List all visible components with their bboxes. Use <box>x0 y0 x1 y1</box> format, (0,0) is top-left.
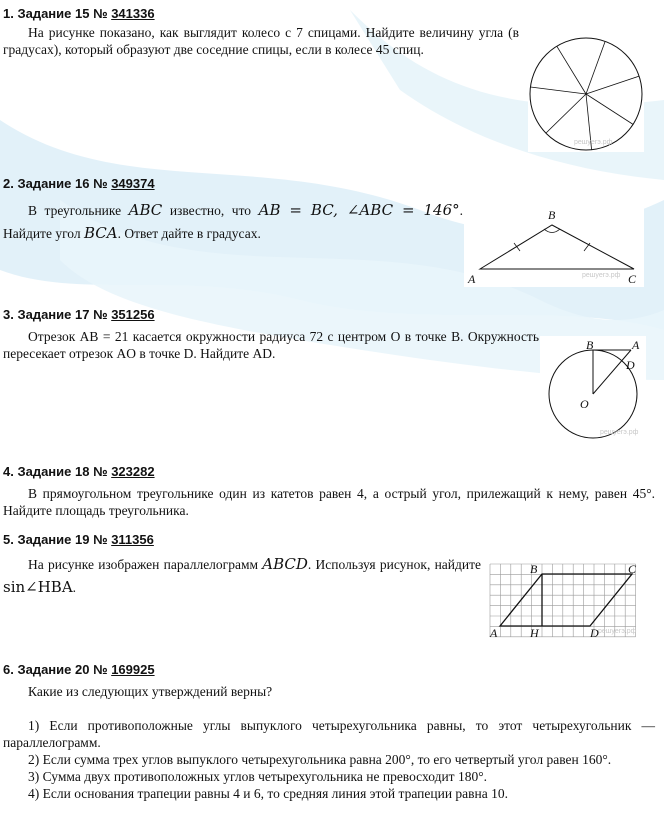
task-1-text: На рисунке показано, как выглядит колесо с 7 спицами. Найдите величину угла (в градусах), который образуют две соседние спицы, если в колесе 45 спиц. <box>3 25 519 57</box>
task-6-option-3: 3) Сумма двух противоположных углов четырехугольника не превосходит 180°. <box>28 769 487 784</box>
task-6-number-link[interactable]: 169925 <box>111 662 155 677</box>
task-3-label-a: A <box>632 338 640 352</box>
task-3-label-o: O <box>580 397 589 411</box>
task-2-text: В треугольнике ABC известно, что AB = BC, ∠ABC = 146°. Найдите угол BCA. Ответ дайте в градусах. <box>3 201 463 242</box>
task-4 <box>3 464 658 479</box>
task-2-triangle-figure <box>464 205 644 287</box>
task-1-heading: 1. Задание 15 № <box>3 6 108 21</box>
task-4-heading: 4. Задание 18 № <box>3 464 108 479</box>
task-3-number-link[interactable]: 351256 <box>111 307 155 322</box>
task-2-number-link[interactable]: 349374 <box>111 176 155 191</box>
task-4-text: В прямоугольном треугольнике один из катетов равен 4, а острый угол, прилежащий к нему, равен 45°. Найдите площадь треугольника. <box>3 486 655 518</box>
task-3-text: Отрезок AB = 21 касается окружности радиуса 72 с центром O в точке B. Окружность пересекает отрезок AO в точке D. Найдите AD. <box>3 329 539 361</box>
task-3-circle-figure <box>540 336 646 440</box>
task-5-label-d: D <box>590 626 599 640</box>
task-1-wheel-figure <box>528 36 644 152</box>
task-5-text: На рисунке изображен параллелограмм ABCD. Используя рисунок, найдите sin∠HBA. <box>3 555 481 596</box>
task-3-header <box>3 307 658 322</box>
task-3-watermark: решуегэ.рф <box>600 429 639 436</box>
task-1 <box>3 6 658 21</box>
task-5-watermark: решуегэ.рф <box>598 628 637 635</box>
task-1-number-link[interactable]: 341336 <box>111 6 155 21</box>
task-2 <box>3 176 658 191</box>
task-4-header <box>3 464 658 479</box>
task-1-watermark: решуегэ.рф <box>574 139 613 146</box>
task-4-number-link[interactable]: 323282 <box>111 464 155 479</box>
task-6-options <box>3 717 655 802</box>
task-3-label-b: B <box>586 338 594 352</box>
task-5-number-link[interactable]: 311356 <box>111 532 154 547</box>
task-6-question: Какие из следующих утверждений верны? <box>28 684 273 699</box>
task-2-label-b: B <box>548 208 556 222</box>
task-6-header <box>3 662 658 677</box>
task-1-header <box>3 6 658 21</box>
task-5-label-a: A <box>490 626 498 640</box>
task-6-option-2: 2) Если сумма трех углов выпуклого четырехугольника равна 200°, то его четвертый угол равен 160°. <box>28 752 612 767</box>
task-2-label-a: A <box>468 272 476 286</box>
task-3-label-d: D <box>626 358 635 372</box>
task-5-label-b: B <box>530 562 538 576</box>
task-6-heading: 6. Задание 20 № <box>3 662 108 677</box>
task-2-label-c: C <box>628 272 637 286</box>
task-6-option-1: 1) Если противоположные углы выпуклого четырехугольника равны, то этот четырехугольник — параллелограмм. <box>3 718 655 750</box>
task-5-heading: 5. Задание 19 № <box>3 532 108 547</box>
task-5-header <box>3 532 658 547</box>
task-5-label-h: H <box>530 626 539 640</box>
task-5-grid-figure <box>488 561 644 641</box>
task-3-heading: 3. Задание 17 № <box>3 307 108 322</box>
task-5-label-c: C <box>628 562 637 576</box>
task-3 <box>3 307 658 322</box>
task-6-option-4: 4) Если основания трапеции равны 4 и 6, то средняя линия этой трапеции равна 10. <box>28 786 509 801</box>
task-2-heading: 2. Задание 16 № <box>3 176 108 191</box>
task-6 <box>3 662 658 677</box>
task-2-watermark: решуегэ.рф <box>582 272 621 279</box>
task-5 <box>3 532 658 547</box>
task-2-header <box>3 176 658 191</box>
